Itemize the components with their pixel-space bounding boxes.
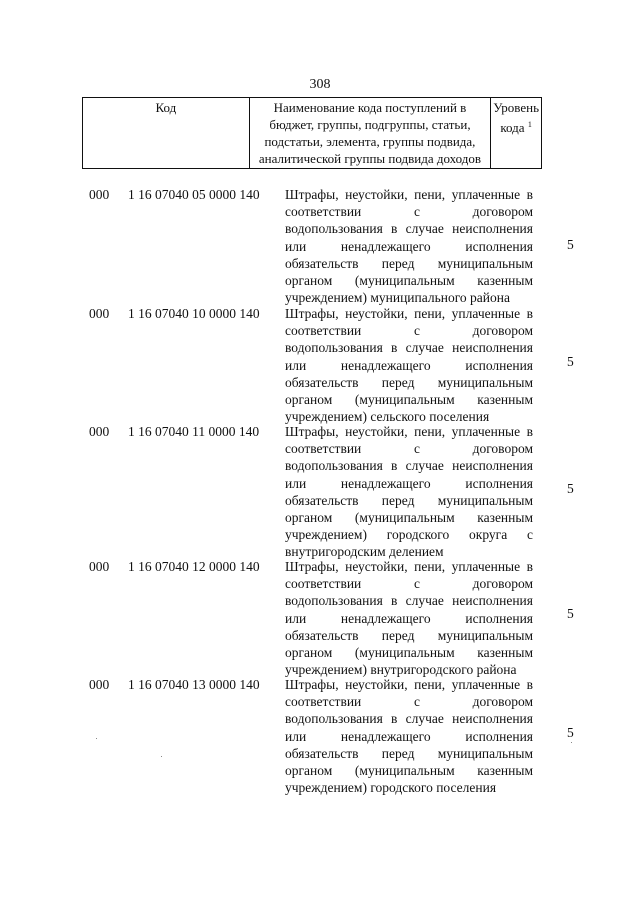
description-line: органом (муниципальным казенным <box>285 762 533 778</box>
row-prefix: 000 <box>89 306 110 321</box>
description-line: обязательств перед муниципальным <box>285 627 533 643</box>
row-description <box>285 305 533 425</box>
table-header <box>82 97 542 169</box>
header-name-line: аналитической группы подвида доходов <box>258 151 482 166</box>
header-name-line: Наименование кода поступлений в <box>273 100 467 115</box>
description-line: учреждением) городского поселения <box>285 780 497 796</box>
description-line: Штрафы, неустойки, пени, уплаченные в <box>285 559 533 574</box>
description-line: Штрафы, неустойки, пени, уплаченные в <box>285 187 533 202</box>
row-description <box>285 676 533 796</box>
row-prefix: 000 <box>89 559 110 574</box>
description-line: Штрафы, неустойки, пени, уплаченные в <box>285 677 533 692</box>
header-level-line <box>493 116 539 136</box>
scan-speck <box>571 742 572 743</box>
header-name-line: бюджет, группы, подгруппы, статьи, <box>269 117 471 132</box>
scan-speck <box>161 756 162 757</box>
row-description <box>285 558 533 678</box>
description-line: обязательств перед муниципальным <box>285 492 533 508</box>
header-name <box>249 98 491 169</box>
description-line: учреждением) городского округа с <box>285 527 533 543</box>
description-line: или ненадлежащего исполнения <box>285 238 533 254</box>
description-line: или ненадлежащего исполнения <box>285 357 533 373</box>
description-line: Штрафы, неустойки, пени, уплаченные в <box>285 424 533 439</box>
row-level: 5 <box>567 481 574 496</box>
description-line: учреждением) сельского поселения <box>285 409 490 425</box>
header-name-line: подстатьи, элемента, группы подвида, <box>264 134 476 149</box>
description-line: учреждением) внутригородского района <box>285 662 517 678</box>
description-line: Штрафы, неустойки, пени, уплаченные в <box>285 306 533 321</box>
description-line: или ненадлежащего исполнения <box>285 610 533 626</box>
description-line: обязательств перед муниципальным <box>285 745 533 761</box>
description-line: органом (муниципальным казенным <box>285 644 533 660</box>
header-code: Код <box>83 98 250 169</box>
description-line: соответствии с договором <box>285 576 533 592</box>
row-level: 5 <box>567 606 574 621</box>
row-level: 5 <box>567 354 574 369</box>
row-prefix: 000 <box>89 677 110 692</box>
row-code: 1 16 07040 13 0000 140 <box>128 677 260 692</box>
description-line: соответствии с договором <box>285 204 533 220</box>
description-line: обязательств перед муниципальным <box>285 374 533 390</box>
description-line: органом (муниципальным казенным <box>285 272 533 288</box>
description-line: водопользования в случае неисполнения <box>285 340 533 356</box>
row-level: 5 <box>567 237 574 252</box>
scan-speck <box>96 738 97 739</box>
description-line: водопользования в случае неисполнения <box>285 221 533 237</box>
description-line: или ненадлежащего исполнения <box>285 475 533 491</box>
row-description <box>285 186 533 306</box>
description-line: соответствии с договором <box>285 323 533 339</box>
row-prefix: 000 <box>89 424 110 439</box>
row-level: 5 <box>567 725 574 740</box>
description-line: внутригородским делением <box>285 544 444 560</box>
description-line: соответствии с договором <box>285 441 533 457</box>
description-line: водопользования в случае неисполнения <box>285 711 533 727</box>
row-prefix: 000 <box>89 187 110 202</box>
description-line: или ненадлежащего исполнения <box>285 728 533 744</box>
description-line: учреждением) муниципального района <box>285 290 510 306</box>
header-level-code: кода <box>500 120 525 135</box>
row-code: 1 16 07040 12 0000 140 <box>128 559 260 574</box>
row-code: 1 16 07040 10 0000 140 <box>128 306 260 321</box>
row-code: 1 16 07040 11 0000 140 <box>128 424 260 439</box>
description-line: органом (муниципальным казенным <box>285 391 533 407</box>
row-description <box>285 423 533 561</box>
description-line: водопользования в случае неисполнения <box>285 593 533 609</box>
row-code: 1 16 07040 05 0000 140 <box>128 187 260 202</box>
footnote-mark: 1 <box>527 120 532 129</box>
description-line: органом (муниципальным казенным <box>285 509 533 525</box>
page-number: 308 <box>309 77 331 92</box>
header-level-line: Уровень <box>493 100 539 115</box>
description-line: соответствии с договором <box>285 694 533 710</box>
header-level <box>491 98 542 169</box>
description-line: обязательств перед муниципальным <box>285 255 533 271</box>
description-line: водопользования в случае неисполнения <box>285 458 533 474</box>
